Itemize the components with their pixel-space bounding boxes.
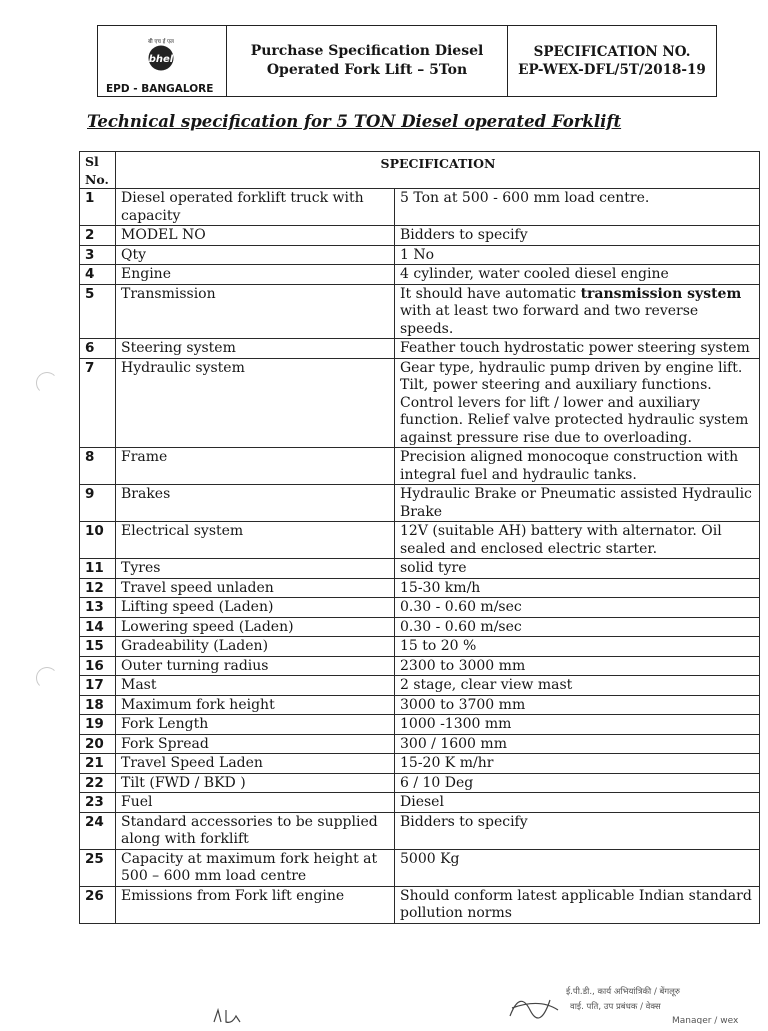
row-serial: 8 — [80, 448, 116, 485]
header-sl-no: Sl No. — [80, 152, 116, 189]
spec-text: It should have automatic — [400, 285, 581, 302]
table-row — [80, 715, 760, 735]
spec-number-cell — [508, 26, 716, 96]
row-item: Qty — [116, 245, 395, 265]
row-item: Travel speed unladen — [116, 578, 395, 598]
row-serial: 19 — [80, 715, 116, 735]
table-row — [80, 754, 760, 774]
svg-text:वाई. पति, उप प्रबंधक / वेक्स: वाई. पति, उप प्रबंधक / वेक्स — [570, 1002, 661, 1012]
row-serial: 17 — [80, 676, 116, 696]
row-item: Emissions from Fork lift engine — [116, 886, 395, 923]
row-serial: 12 — [80, 578, 116, 598]
table-row — [80, 485, 760, 522]
spec-number-label: SPECIFICATION NO. — [533, 44, 691, 60]
table-row — [80, 656, 760, 676]
table-row — [80, 734, 760, 754]
row-serial: 14 — [80, 617, 116, 637]
row-specification: 1000 -1300 mm — [395, 715, 760, 735]
spec-text: with at least two forward and two reverse speeds. — [400, 303, 699, 337]
row-serial: 1 — [80, 189, 116, 226]
row-item: Tyres — [116, 559, 395, 579]
table-row — [80, 578, 760, 598]
row-serial: 23 — [80, 793, 116, 813]
row-item: Hydraulic system — [116, 358, 395, 448]
row-serial: 21 — [80, 754, 116, 774]
table-row — [80, 189, 760, 226]
row-serial: 24 — [80, 812, 116, 849]
row-item: Fuel — [116, 793, 395, 813]
row-serial: 10 — [80, 522, 116, 559]
spec-title-line1: Purchase Specification Diesel — [250, 43, 484, 59]
spec-number-value: EP-WEX-DFL/5T/2018-19 — [518, 62, 706, 78]
table-row — [80, 284, 760, 339]
row-serial: 2 — [80, 226, 116, 246]
row-specification: 5000 Kg — [395, 849, 760, 886]
punch-hole-top — [36, 372, 58, 394]
table-row — [80, 245, 760, 265]
row-serial: 15 — [80, 637, 116, 657]
row-item: Mast — [116, 676, 395, 696]
row-serial: 5 — [80, 284, 116, 339]
svg-text:bhel: bhel — [148, 54, 174, 65]
table-row — [80, 265, 760, 285]
table-row — [80, 598, 760, 618]
row-serial: 4 — [80, 265, 116, 285]
row-specification: 15-30 km/h — [395, 578, 760, 598]
row-serial: 3 — [80, 245, 116, 265]
document-header — [97, 25, 717, 97]
table-row — [80, 849, 760, 886]
row-item: Frame — [116, 448, 395, 485]
row-specification: 0.30 - 0.60 m/sec — [395, 598, 760, 618]
document-title: Technical specification for 5 TON Diesel operated Forklift — [87, 112, 622, 131]
table-row — [80, 637, 760, 657]
row-item: Diesel operated forklift truck with capacity — [116, 189, 395, 226]
table-row — [80, 559, 760, 579]
row-serial: 13 — [80, 598, 116, 618]
row-item: Standard accessories to be supplied along with forklift — [116, 812, 395, 849]
row-specification: 12V (suitable AH) battery with alternator. Oil sealed and enclosed electric starter. — [395, 522, 760, 559]
row-item: Fork Spread — [116, 734, 395, 754]
department-label: EPD - BANGALORE — [106, 83, 214, 95]
row-specification: Gear type, hydraulic pump driven by engine lift. Tilt, power steering and auxiliary functions. Control levers for lift / lower and auxiliary function. Relief valve protected hydraulic system against pressure rise due to overloading. — [395, 358, 760, 448]
row-item: Maximum fork height — [116, 695, 395, 715]
table-row — [80, 226, 760, 246]
punch-hole-bottom — [36, 667, 58, 689]
row-specification: 6 / 10 Deg — [395, 773, 760, 793]
svg-text:ई.पी.डी., कार्य अभियांत्रिकी /: ई.पी.डी., कार्य अभियांत्रिकी / बेंगलूरु — [566, 987, 681, 997]
row-specification — [395, 284, 760, 339]
row-item: Lowering speed (Laden) — [116, 617, 395, 637]
signature-initials — [212, 1004, 262, 1031]
row-specification: Bidders to specify — [395, 226, 760, 246]
table-row — [80, 812, 760, 849]
table-row — [80, 358, 760, 448]
header-specification: SPECIFICATION — [116, 152, 760, 189]
row-specification: 300 / 1600 mm — [395, 734, 760, 754]
row-specification: Should conform latest applicable Indian standard pollution norms — [395, 886, 760, 923]
row-serial: 20 — [80, 734, 116, 754]
row-item: Steering system — [116, 339, 395, 359]
row-serial: 26 — [80, 886, 116, 923]
row-item: Electrical system — [116, 522, 395, 559]
row-item: Engine — [116, 265, 395, 285]
svg-text:Manager / wex: Manager / wex — [672, 1016, 739, 1024]
row-serial: 11 — [80, 559, 116, 579]
svg-text:बी एच ई एल: बी एच ई एल — [148, 39, 174, 45]
row-serial: 6 — [80, 339, 116, 359]
table-row — [80, 522, 760, 559]
table-row — [80, 793, 760, 813]
row-specification: 4 cylinder, water cooled diesel engine — [395, 265, 760, 285]
row-specification: 5 Ton at 500 - 600 mm load centre. — [395, 189, 760, 226]
table-row — [80, 886, 760, 923]
row-serial: 18 — [80, 695, 116, 715]
row-specification: 15-20 K m/hr — [395, 754, 760, 774]
row-item: Travel Speed Laden — [116, 754, 395, 774]
table-row — [80, 617, 760, 637]
row-serial: 22 — [80, 773, 116, 793]
logo-cell — [98, 26, 227, 96]
row-item: Transmission — [116, 284, 395, 339]
row-item: Brakes — [116, 485, 395, 522]
table-row — [80, 695, 760, 715]
spec-title-line2: Operated Fork Lift – 5Ton — [266, 62, 468, 78]
table-row — [80, 448, 760, 485]
row-item: Tilt (FWD / BKD ) — [116, 773, 395, 793]
table-row — [80, 676, 760, 696]
spec-emphasis: transmission system — [580, 285, 742, 302]
row-item: Lifting speed (Laden) — [116, 598, 395, 618]
bhel-logo-icon — [138, 37, 184, 71]
row-specification: 2 stage, clear view mast — [395, 676, 760, 696]
row-serial: 25 — [80, 849, 116, 886]
row-item: MODEL NO — [116, 226, 395, 246]
row-specification: Feather touch hydrostatic power steering system — [395, 339, 760, 359]
officer-stamp — [500, 980, 745, 1024]
row-specification: 0.30 - 0.60 m/sec — [395, 617, 760, 637]
spec-title-cell — [227, 26, 508, 96]
row-specification: 15 to 20 % — [395, 637, 760, 657]
row-specification: solid tyre — [395, 559, 760, 579]
row-specification: Diesel — [395, 793, 760, 813]
specification-rows — [80, 189, 760, 924]
row-item: Gradeability (Laden) — [116, 637, 395, 657]
specification-table — [79, 151, 760, 924]
row-specification: Hydraulic Brake or Pneumatic assisted Hydraulic Brake — [395, 485, 760, 522]
row-specification: Bidders to specify — [395, 812, 760, 849]
table-row — [80, 773, 760, 793]
row-specification: 1 No — [395, 245, 760, 265]
row-specification: 2300 to 3000 mm — [395, 656, 760, 676]
row-serial: 16 — [80, 656, 116, 676]
row-specification: 3000 to 3700 mm — [395, 695, 760, 715]
row-item: Fork Length — [116, 715, 395, 735]
row-serial: 9 — [80, 485, 116, 522]
table-header-row — [80, 152, 760, 189]
row-item: Outer turning radius — [116, 656, 395, 676]
row-specification: Precision aligned monocoque construction with integral fuel and hydraulic tanks. — [395, 448, 760, 485]
row-serial: 7 — [80, 358, 116, 448]
row-item: Capacity at maximum fork height at 500 – 600 mm load centre — [116, 849, 395, 886]
table-row — [80, 339, 760, 359]
